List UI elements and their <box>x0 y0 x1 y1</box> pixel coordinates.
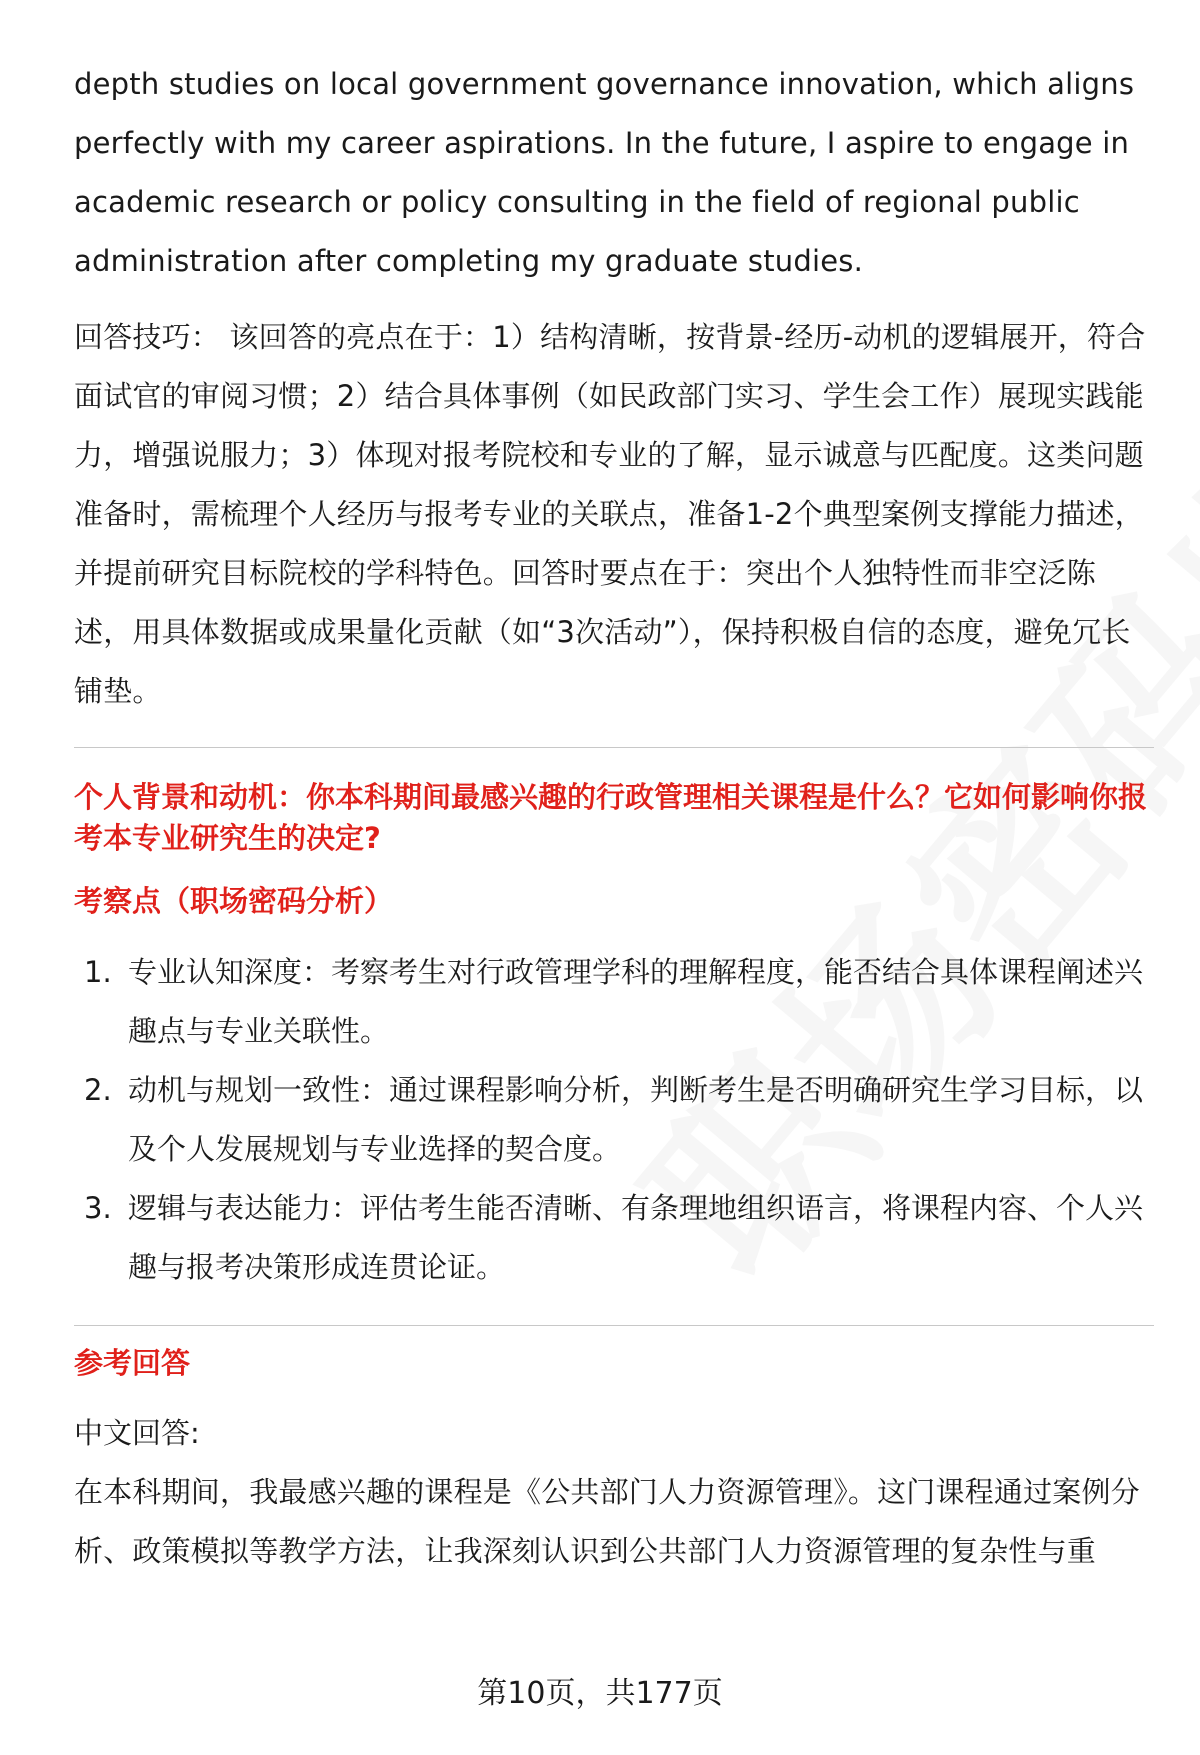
list-item-number: 3. <box>84 1191 112 1225</box>
intro-paragraph: depth studies on local government governance innovation, which aligns perfectly with my career aspirations. In the future, I aspire to engage in academic research or policy consulting in the field of regional public administration after completing my graduate studies. <box>74 67 1135 278</box>
list-item-text: 动机与规划一致性：通过课程影响分析，判断考生是否明确研究生学习目标，以及个人发展规划与专业选择的契合度。 <box>128 1073 1144 1166</box>
chinese-answer-text: 在本科期间，我最感兴趣的课程是《公共部门人力资源管理》。这门课程通过案例分析、政策模拟等教学方法，让我深刻认识到公共部门人力资源管理的复杂性与重 <box>74 1475 1140 1568</box>
list-item-number: 2. <box>84 1073 112 1107</box>
list-item-number: 1. <box>84 955 112 989</box>
section-divider <box>74 747 1154 748</box>
tip-paragraph: 回答技巧： 该回答的亮点在于：1）结构清晰，按背景-经历-动机的逻辑展开，符合面试官的审阅习惯；2）结合具体事例（如民政部门实习、学生会工作）展现实践能力，增强说服力；3）体现对报考院校和专业的了解，显示诚意与匹配度。这类问题准备时，需梳理个人经历与报考专业的关联点，准备1-2个典型案例支撑能力描述，并提前研究目标院校的学科特色。回答时要点在于：突出个人独特性而非空泛陈述，用具体数据或成果量化贡献（如“3次活动”），保持积极自信的态度，避免冗长铺垫。 <box>74 320 1146 708</box>
section-divider <box>74 1325 1154 1326</box>
reference-title: 参考回答 <box>74 1346 191 1380</box>
assessment-title: 考察点（职场密码分析） <box>74 884 394 918</box>
list-item <box>74 943 1154 1061</box>
list-item-text: 专业认知深度：考察考生对行政管理学科的理解程度，能否结合具体课程阐述兴趣点与专业关联性。 <box>128 955 1144 1048</box>
list-item <box>74 1061 1154 1179</box>
question-title: 个人背景和动机：你本科期间最感兴趣的行政管理相关课程是什么？它如何影响你报考本专业研究生的决定? <box>74 780 1148 855</box>
document-page <box>74 55 1154 1581</box>
list-item <box>74 1179 1154 1297</box>
assessment-list <box>74 943 1154 1297</box>
chinese-answer-label: 中文回答: <box>74 1416 200 1450</box>
page-footer: 第10页，共177页 <box>477 1676 723 1711</box>
list-item-text: 逻辑与表达能力：评估考生能否清晰、有条理地组织语言，将课程内容、个人兴趣与报考决策形成连贯论证。 <box>128 1191 1144 1284</box>
